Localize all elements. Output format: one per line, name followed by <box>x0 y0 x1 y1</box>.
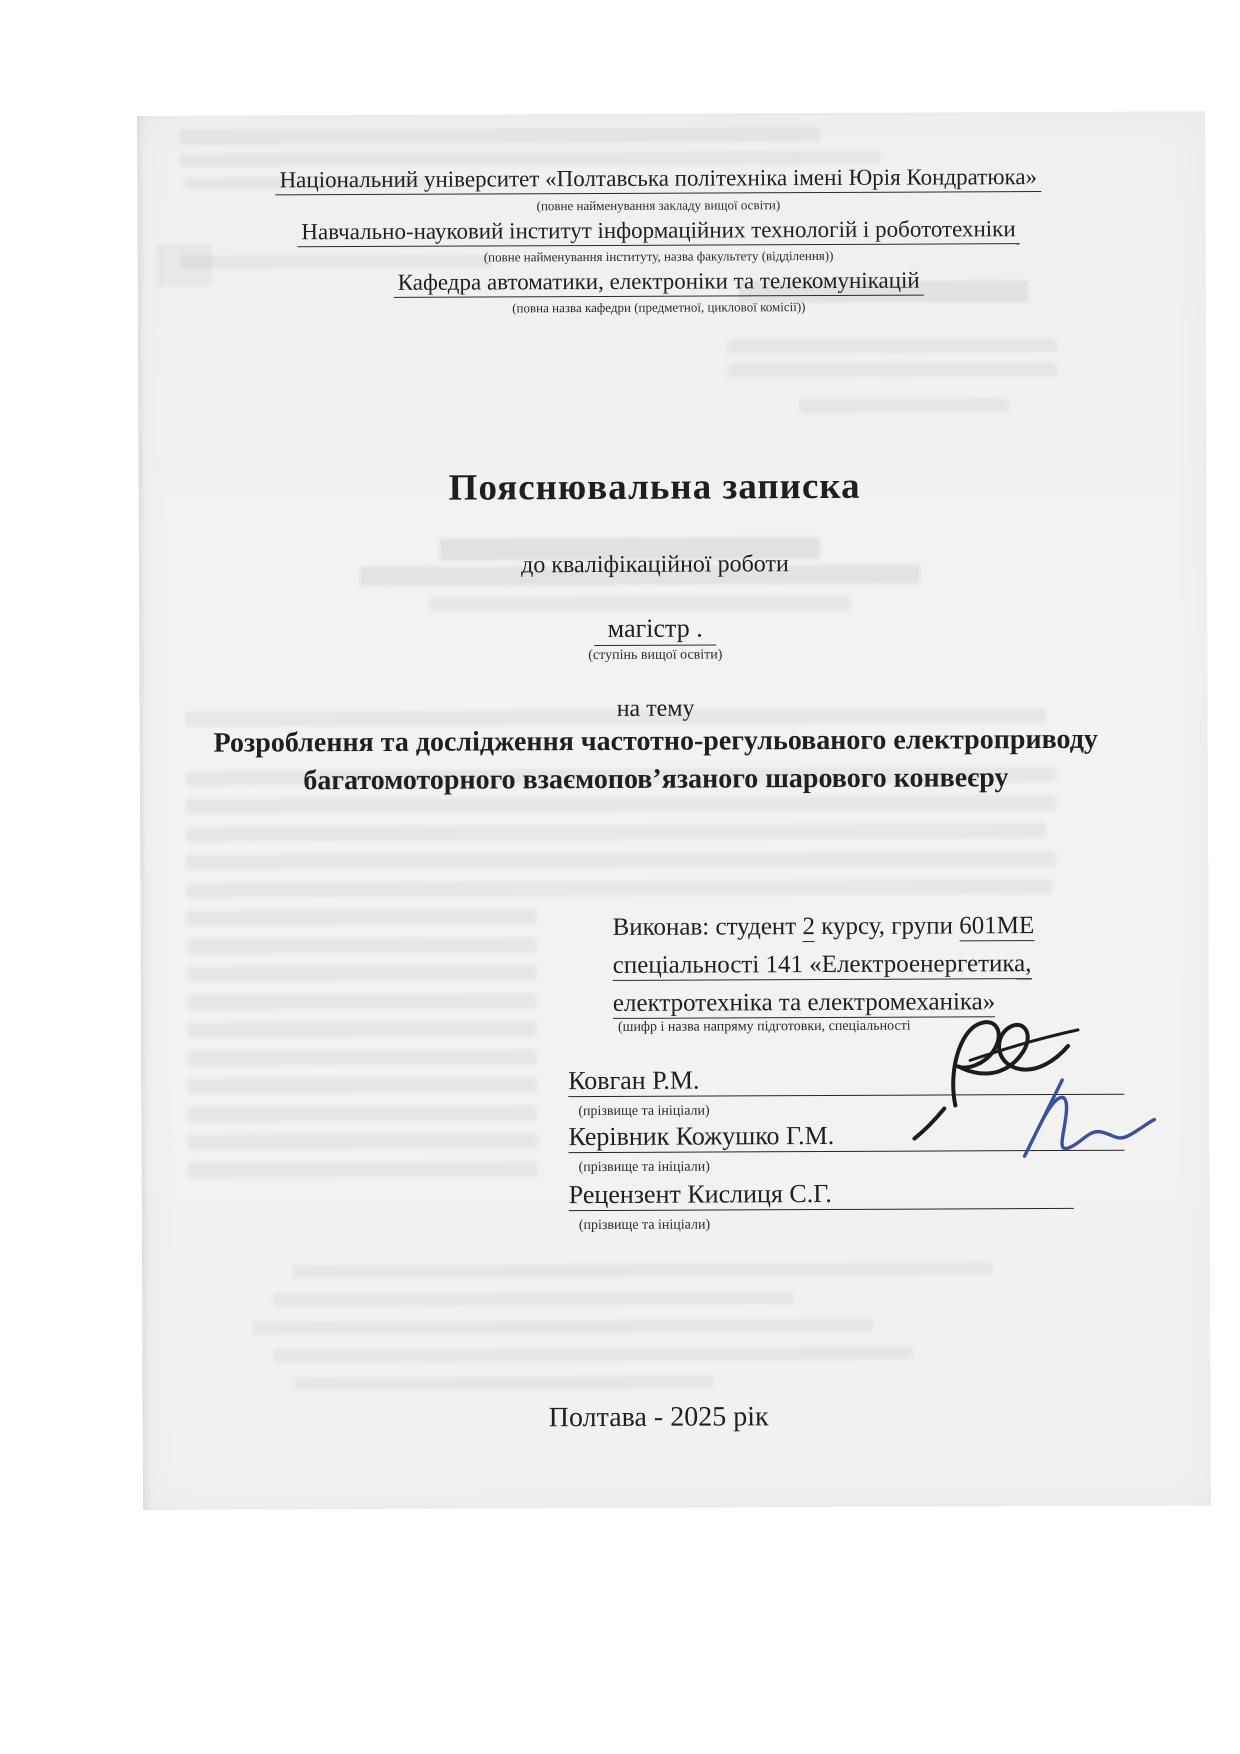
speciality-line-2: електротехніка та електромеханіка» <box>612 988 996 1017</box>
bleed-through <box>294 1375 714 1390</box>
institute-caption: (повне найменування інституту, назва факультету (відділення)) <box>483 247 834 265</box>
topic-line-1: Розроблення та дослідження частотно-регульованого електроприводу <box>213 723 1098 759</box>
bleed-through <box>187 1021 537 1038</box>
executor-line-3 <box>568 988 1134 1018</box>
degree-value: магістр . <box>594 613 717 646</box>
group-code: 601МЕ <box>959 912 1035 940</box>
bleed-through <box>186 795 1056 814</box>
footer-place-year: Полтава - 2025 рік <box>548 1401 769 1434</box>
department-caption: (повна назва кафедри (предметної, циклової комісії)) <box>512 299 806 316</box>
supervisor-name: Керівник Кожушко Г.М. <box>568 1120 835 1152</box>
bleed-through <box>187 1049 537 1066</box>
bleed-through <box>273 1291 793 1306</box>
bleed-through <box>430 595 850 612</box>
supervisor-caption: (прізвище та ініціали) <box>578 1159 710 1176</box>
executor-mid: курсу, групи <box>814 912 960 941</box>
executor-line-2 <box>568 950 1134 980</box>
executor-line-1 <box>567 912 1133 942</box>
bleed-through <box>180 127 820 145</box>
bleed-through <box>727 338 1057 353</box>
bleed-through <box>253 1319 873 1335</box>
topic-label: на тему <box>616 695 695 722</box>
reviewer-name: Рецензент Кислиця С.Г. <box>568 1178 832 1210</box>
bleed-through <box>188 1161 538 1178</box>
header-department-line <box>139 266 1179 299</box>
reviewer-caption: (прізвище та ініціали) <box>578 1217 711 1234</box>
degree-caption: (ступінь вищої освіти) <box>588 647 723 664</box>
university-caption: (повне найменування закладу вищої освіти) <box>536 197 781 214</box>
bleed-through <box>187 993 537 1010</box>
bleed-through <box>799 398 1009 413</box>
executor-block <box>567 908 1133 1234</box>
subtitle: до кваліфікаційної роботи <box>521 551 789 579</box>
bleed-through <box>186 851 1056 870</box>
student-name: Ковган Р.М. <box>568 1065 700 1096</box>
course-number: 2 <box>802 913 816 941</box>
paper-sheet <box>137 111 1211 1510</box>
bleed-through <box>187 1133 537 1150</box>
bleed-through <box>187 965 537 982</box>
bleed-through <box>187 1105 537 1122</box>
bleed-through <box>293 1262 993 1278</box>
bleed-through <box>187 1077 537 1094</box>
page-title: Пояснювальна записка <box>448 465 861 509</box>
supervisor-line <box>568 1120 1124 1153</box>
department-name: Кафедра автоматики, електроніки та телекомунікацій <box>394 268 924 298</box>
header-institute-line <box>138 215 1178 248</box>
degree-line <box>140 611 1170 647</box>
reviewer-line <box>569 1178 1074 1211</box>
institute-name: Навчально-науковий інститут інформаційних технологій і робототехніки <box>297 216 1019 247</box>
header-university-line <box>138 163 1178 196</box>
executor-prefix: Виконав: студент <box>612 913 803 941</box>
bleed-through <box>187 937 537 954</box>
bleed-through <box>186 823 1046 842</box>
speciality-caption: (шифр і назва напряму підготовки, спеціальності <box>617 1018 911 1035</box>
bleed-through <box>186 909 536 926</box>
bleed-through <box>273 1347 913 1363</box>
bleed-through <box>727 362 1057 377</box>
speciality-line-1: спеціальності 141 «Електроенергетика, <box>612 950 1032 979</box>
bleed-through <box>186 879 1051 898</box>
topic-line-2: багатомоторного взаємопов’язаного шарового конвеєру <box>303 762 1009 797</box>
student-name-line <box>568 1064 1124 1097</box>
student-caption: (прізвище та ініціали) <box>578 1103 710 1120</box>
university-name: Національний університет «Полтавська політехніка імені Юрія Кондратюка» <box>275 164 1041 195</box>
